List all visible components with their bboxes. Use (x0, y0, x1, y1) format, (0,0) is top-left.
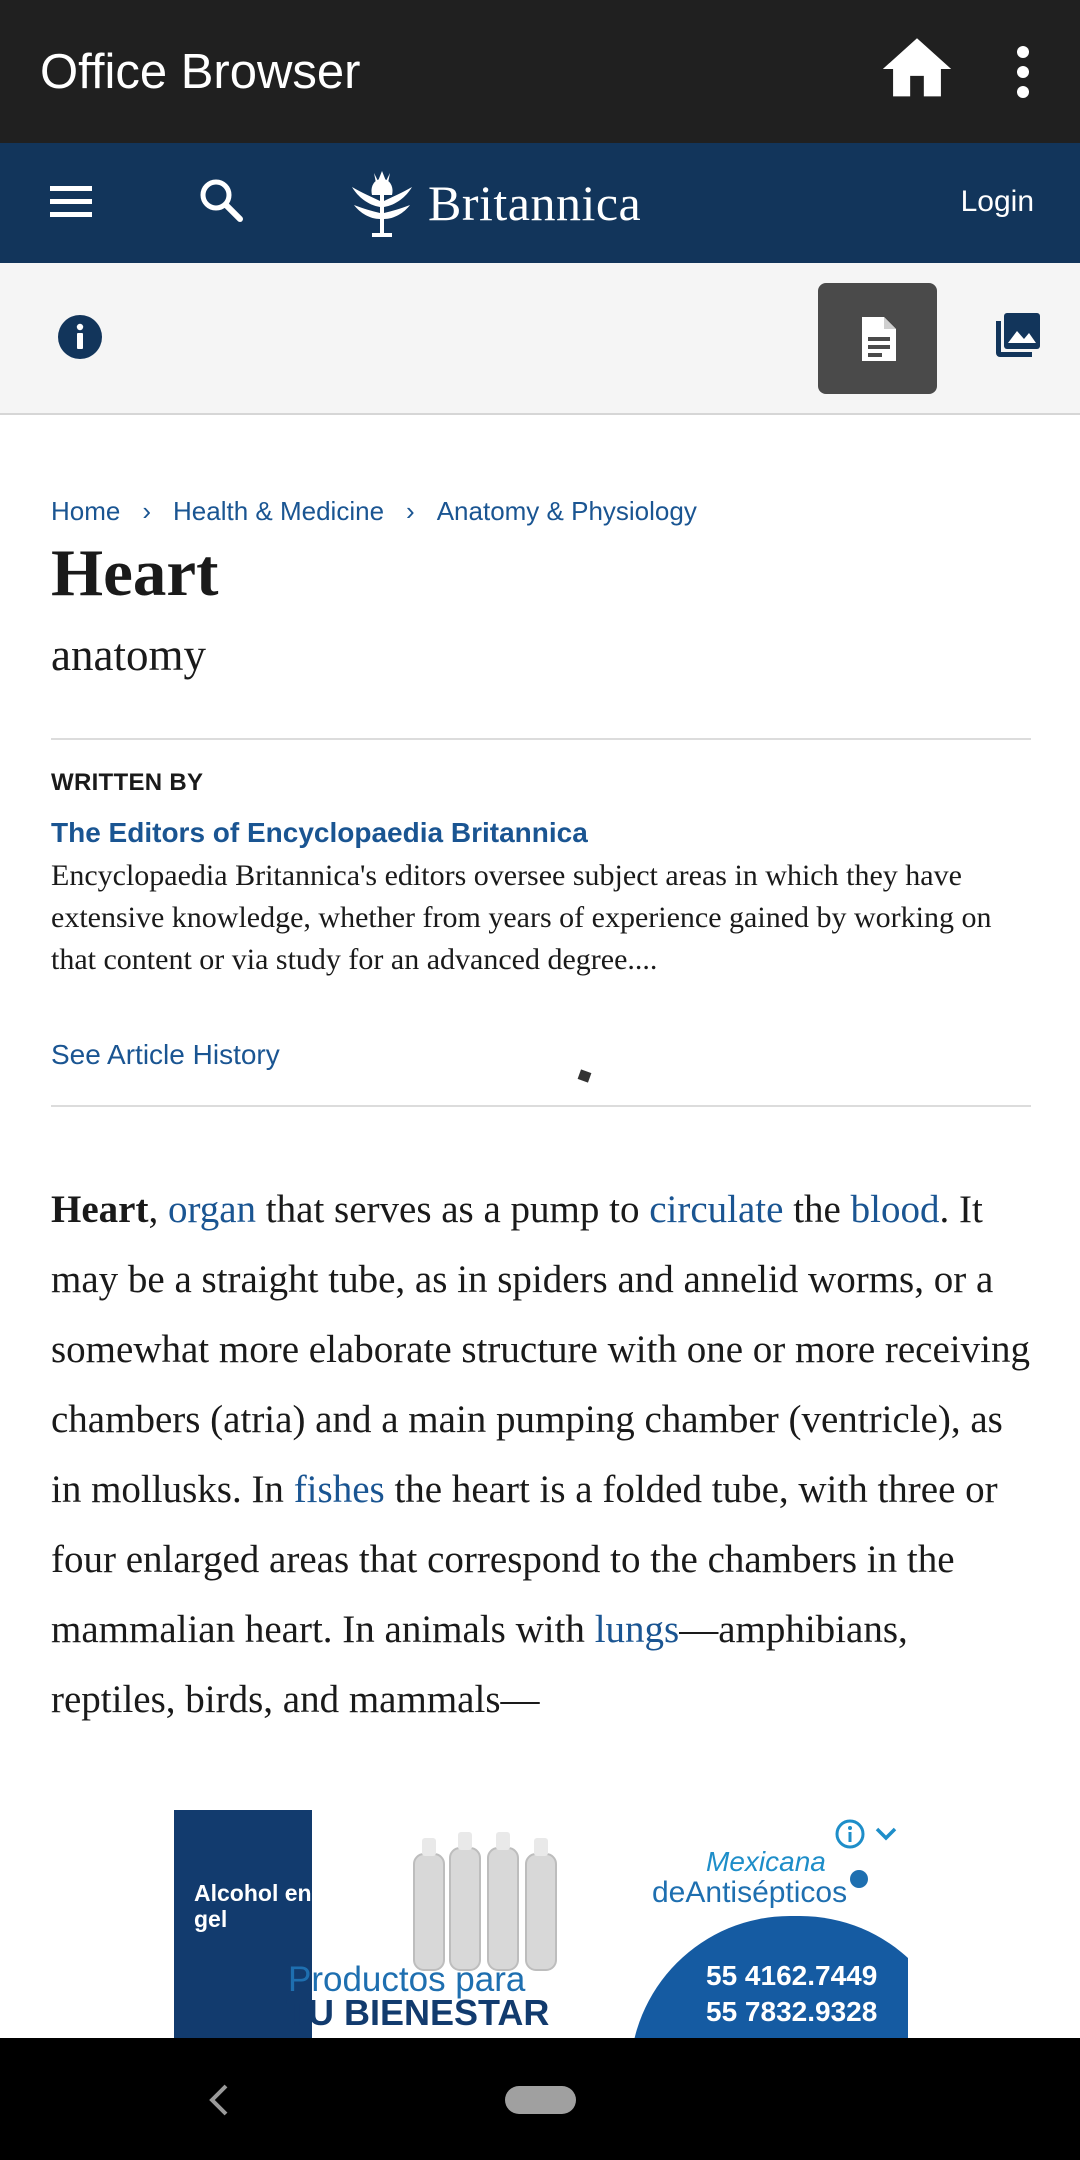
britannica-thistle-icon (344, 167, 420, 239)
ad-gel-text: Alcohol en gel (194, 1880, 312, 1932)
ad-product-line1: Productos para (288, 1960, 526, 1999)
body-text: , (148, 1188, 168, 1231)
brand-name: Britannica (428, 175, 642, 231)
body-text: the heart is a folded tube, with three or four enlarged areas that correspond to the chambers in the mammalian heart. In animals with (51, 1468, 998, 1651)
hamburger-icon[interactable] (40, 173, 102, 231)
body-text: —amphibians, reptiles, birds, and mammals— (51, 1608, 908, 1721)
ad-phone1: 55 4162.7449 (706, 1960, 878, 1991)
divider (51, 738, 1031, 740)
home-pill[interactable] (505, 2086, 576, 2114)
site-header (0, 143, 1080, 263)
login-link[interactable]: Login (960, 185, 1034, 218)
article-body (51, 1175, 1041, 1735)
breadcrumb-anatomy-physiology[interactable]: Anatomy & Physiology (436, 496, 697, 526)
decorative-mark (578, 1069, 592, 1082)
browser-title: Office Browser (40, 45, 361, 99)
term-heart: Heart (51, 1188, 149, 1231)
body-text: the (783, 1188, 851, 1231)
link-blood[interactable]: blood (850, 1188, 940, 1231)
info-icon[interactable] (56, 313, 104, 361)
page-subtitle: anatomy (51, 630, 206, 680)
chevron-down-icon[interactable] (872, 1820, 900, 1848)
back-icon[interactable] (200, 2078, 240, 2122)
article-icon (858, 315, 898, 363)
link-lungs[interactable]: lungs (594, 1608, 680, 1651)
more-vert-icon[interactable] (1000, 40, 1046, 104)
link-fishes[interactable]: fishes (293, 1468, 385, 1511)
ad-product-line2: TU BIENESTAR (286, 1992, 550, 2033)
body-text: that serves as a pump to (256, 1188, 650, 1231)
page-title: Heart (51, 536, 219, 610)
advertisement-banner[interactable] (174, 1810, 908, 2038)
body-text: . It may be a straight tube, as in spiders and annelid worms, or a somewhat more elaborate structure with one or more receiving chambers (atria) and a main pumping chamber (ventricle), as in mollusks. In (51, 1188, 1030, 1511)
browser-toolbar (0, 0, 1080, 143)
chevron-right-icon: › (406, 496, 415, 526)
ad-brand-line2: deAntisépticos (652, 1876, 848, 1909)
ad-phone2: 55 7832.9328 (706, 1996, 878, 2027)
home-icon[interactable] (876, 28, 958, 110)
ad-brand-line1: Mexicana (706, 1846, 826, 1877)
breadcrumb-health-medicine[interactable]: Health & Medicine (173, 496, 385, 526)
link-circulate[interactable]: circulate (649, 1188, 784, 1231)
search-icon[interactable] (190, 169, 252, 233)
ad-info-icon[interactable] (834, 1818, 866, 1850)
article-toolbar (0, 263, 1080, 415)
chevron-right-icon: › (142, 496, 152, 526)
image-icon[interactable] (994, 311, 1042, 359)
breadcrumb (51, 496, 697, 527)
system-nav-bar (0, 2038, 1080, 2160)
article-history-link[interactable]: See Article History (51, 1039, 280, 1070)
written-by-label: WRITTEN BY (51, 769, 204, 796)
breadcrumb-home[interactable]: Home (51, 496, 121, 526)
author-link[interactable]: The Editors of Encyclopaedia Britannica (51, 817, 588, 848)
divider (51, 1105, 1031, 1107)
bottles-image (410, 1824, 562, 1974)
britannica-logo[interactable] (344, 161, 641, 245)
link-organ[interactable]: organ (167, 1188, 257, 1231)
ad-brand-dot (850, 1870, 868, 1888)
article-view-button[interactable] (818, 283, 937, 394)
author-bio: Encyclopaedia Britannica's editors oversee subject areas in which they have extensive knowledge, whether from years of experience gained by working on that content or via study for an advanced degree.... (51, 859, 992, 976)
